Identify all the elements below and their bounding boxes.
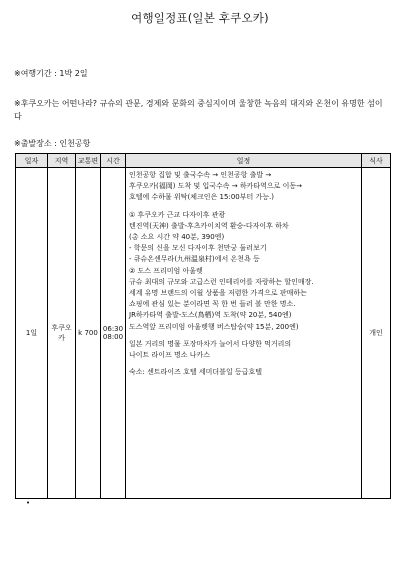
cell-day: 1일 xyxy=(16,168,48,499)
schedule-line: 쇼핑에 관심 있는 분이라면 꼭 한 번 들러 볼 만한 명소. xyxy=(129,300,296,309)
cell-schedule xyxy=(126,168,362,499)
schedule-line: 호텔에 수하물 위탁(체크인은 15:00부터 가능.) xyxy=(129,193,274,202)
document-title: 여행일정표(일본 후쿠오카) xyxy=(131,11,269,25)
footer-mark: • xyxy=(26,499,31,507)
cell-region: 후쿠오카 xyxy=(48,168,76,499)
table-row xyxy=(16,168,391,499)
schedule-line: 텐진역(天神) 출발-후츠카이치역 환승-다자이후 하차 xyxy=(129,221,289,230)
intro-paragraph: ※후쿠오카는 어떤나라? 규슈의 관문, 경제와 문화의 중심지이며 울창한 녹음의 대지와 온천이 유명한 섬이다 xyxy=(14,99,383,121)
cell-meal: 개인 xyxy=(362,168,391,499)
schedule-line: 후쿠오카(福岡) 도착 및 입국수속 → 하카타역으로 이동→ xyxy=(129,182,303,191)
cell-transport: k 700 xyxy=(76,168,101,499)
schedule-line: JR하카타역 출발-도스(鳥栖)역 도착(약 20분, 540엔) xyxy=(129,311,292,320)
schedule-line: 숙소: 센트라이즈 호텔 세미더블일 등급호텔 xyxy=(129,368,262,377)
schedule-line: 도스역앞 프리미엄 아울렛행 버스탑승(약 15분, 200엔) xyxy=(129,322,299,331)
schedule-line: 세계 유명 브랜드의 이월 상품을 저렴한 가격으로 판매하는 xyxy=(129,289,307,298)
header-time: 시간 xyxy=(101,154,126,168)
schedule-line: ② 도스 프리미엄 아울렛 xyxy=(129,266,203,275)
schedule-line: 인천공항 집합 및 출국수속 → 인천공항 출발 → xyxy=(129,171,272,179)
cell-time: 06:30 08:00 xyxy=(101,168,126,499)
schedule-line: ① 후쿠오카 근교 다자이후 관광 xyxy=(129,210,226,219)
header-transport: 교통편 xyxy=(76,154,101,168)
schedule-line: (총 소요 시간 약 40분, 390엔) xyxy=(129,233,225,242)
header-region: 지역 xyxy=(48,154,76,168)
itinerary-table xyxy=(15,153,391,499)
header-meal: 식사 xyxy=(362,154,391,168)
travel-period: ※여행기간 : 1박 2일 xyxy=(14,69,88,78)
header-schedule: 일정 xyxy=(126,154,362,168)
schedule-line: 나이트 라이프 명소 나카스 xyxy=(129,351,211,360)
schedule-line: 일본 거리의 명물 포장마차가 늘어서 다양한 먹거리의 xyxy=(129,339,292,348)
departure-place: ※출발장소 : 인천공항 xyxy=(14,139,91,148)
schedule-line: - 학문의 신을 모신 다자이후 천만궁 둘러보기 xyxy=(129,244,267,253)
table-header-row xyxy=(16,154,391,168)
header-day: 일자 xyxy=(16,154,48,168)
schedule-line: 규슈 최대의 규모와 고급스런 인테리어를 자랑하는 할인매장. xyxy=(129,277,314,286)
schedule-line: - 큐슈온센무라(九州温泉村)에서 온천욕 등 xyxy=(129,255,260,264)
